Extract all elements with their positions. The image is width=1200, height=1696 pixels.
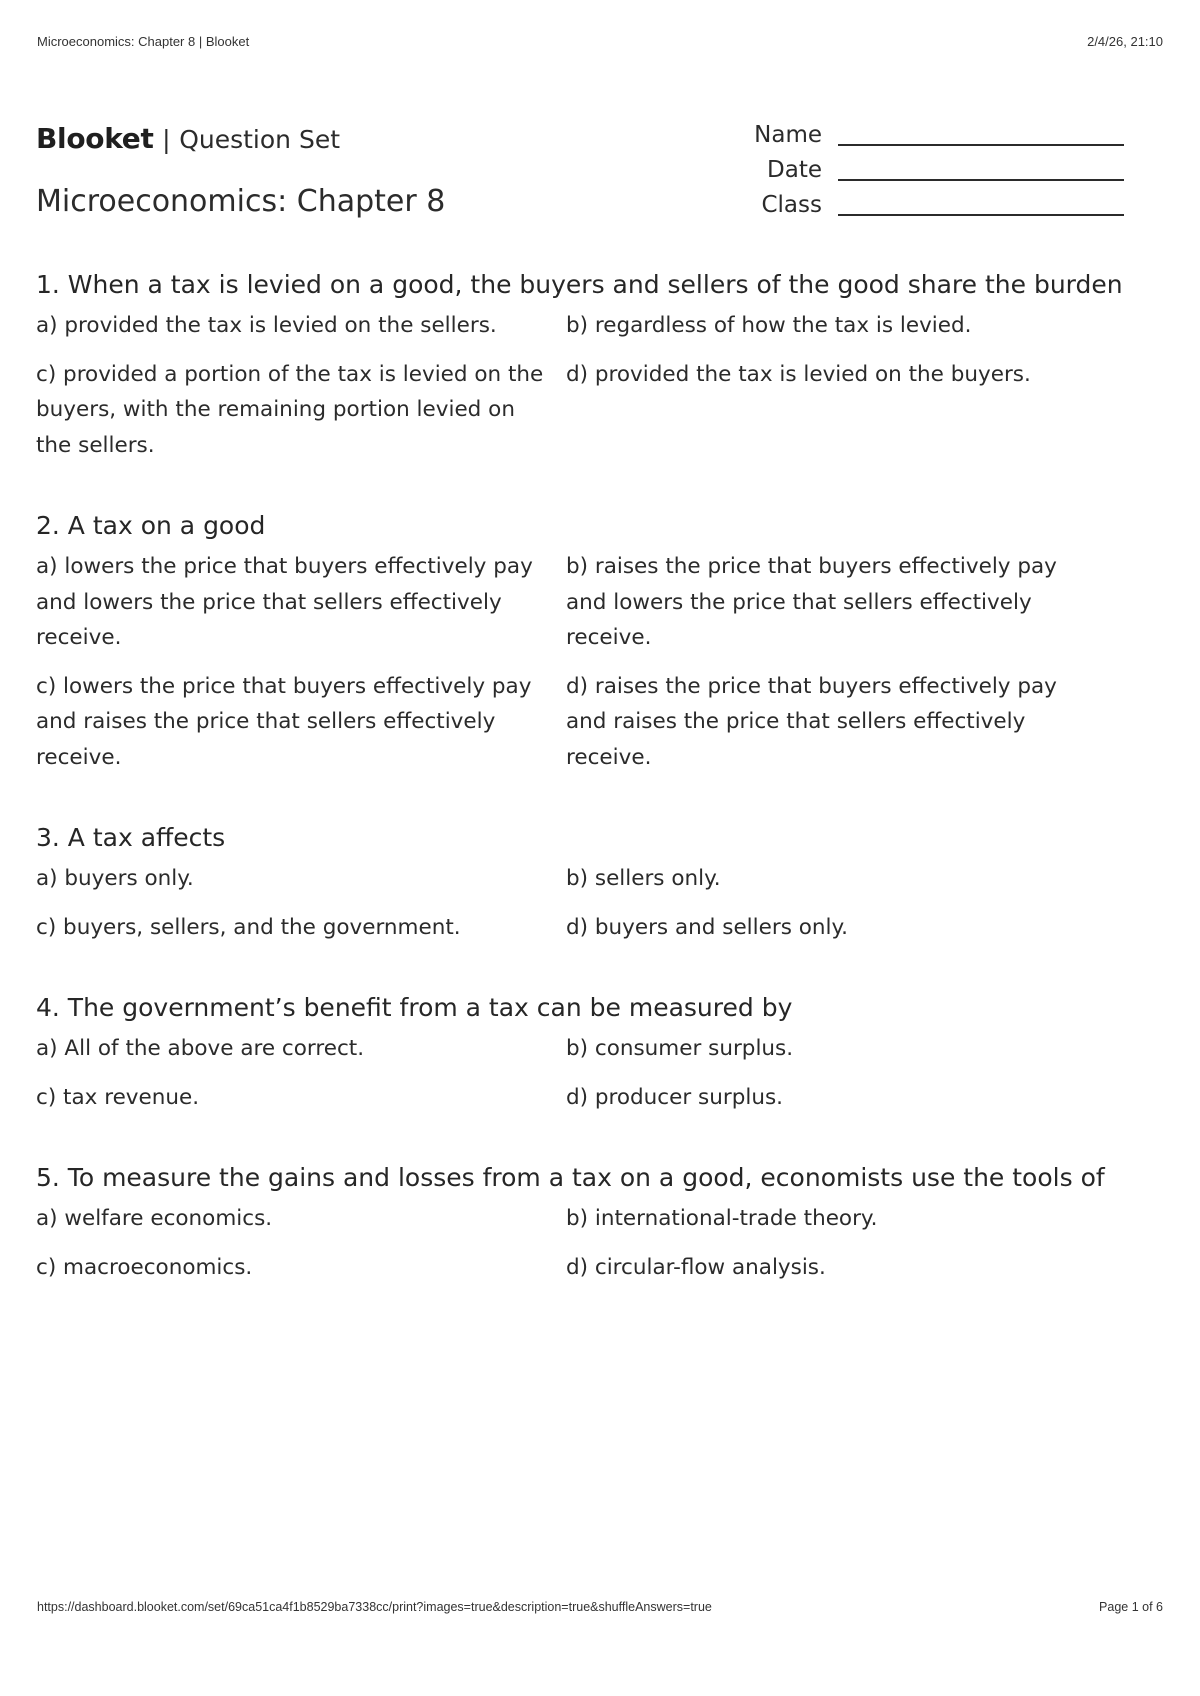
answer-option-c: c) tax revenue.: [36, 1084, 200, 1110]
print-header: [37, 34, 1163, 54]
answer-option-a: a) provided the tax is levied on the sellers.: [36, 313, 497, 338]
brand-subtitle: Question Set: [179, 125, 341, 154]
answer-options: [36, 308, 1164, 463]
answer-options: [36, 549, 1164, 775]
answer-option-d: d) provided the tax is levied on the buyers.: [566, 361, 1031, 387]
document-header: [36, 118, 1164, 228]
answer-option-d: d) buyers and sellers only.: [566, 914, 848, 940]
answer-option-a: a) welfare economics.: [36, 1206, 273, 1231]
answer-options: [36, 861, 1164, 945]
answer-option-b: b) international-trade theory.: [566, 1206, 878, 1231]
answer-option-b: b) consumer surplus.: [566, 1036, 794, 1061]
question-text: 1. When a tax is levied on a good, the buyers and sellers of the good share the burden: [36, 270, 1123, 299]
question-text: 2. A tax on a good: [36, 511, 266, 540]
class-field: [726, 188, 1126, 223]
name-blank-line: [838, 144, 1124, 146]
question-3: [36, 821, 1164, 945]
print-footer: [37, 1600, 1163, 1620]
print-footer-page: Page 1 of 6: [1099, 1600, 1163, 1614]
class-label: Class: [761, 192, 822, 218]
answer-option-c: c) buyers, sellers, and the government.: [36, 914, 461, 940]
student-fields: [726, 118, 1126, 223]
answer-option-a: a) lowers the price that buyers effectively pay and lowers the price that sellers effectively receive.: [36, 554, 533, 650]
answer-option-a: a) buyers only.: [36, 866, 194, 891]
answer-options: [36, 1201, 1164, 1285]
answer-option-c: c) macroeconomics.: [36, 1254, 253, 1280]
answer-option-b: b) regardless of how the tax is levied.: [566, 313, 972, 338]
date-blank-line: [838, 179, 1124, 181]
question-list: [36, 268, 1164, 1331]
class-blank-line: [838, 214, 1124, 216]
answer-options: [36, 1031, 1164, 1115]
answer-option-c: c) provided a portion of the tax is levied on the buyers, with the remaining portion levied on the sellers.: [36, 361, 544, 458]
question-4: [36, 991, 1164, 1115]
answer-option-c: c) lowers the price that buyers effectively pay and raises the price that sellers effectively receive.: [36, 673, 532, 770]
print-header-datetime: 2/4/26, 21:10: [1087, 34, 1163, 49]
question-text: 3. A tax affects: [36, 823, 226, 852]
name-label: Name: [754, 122, 822, 148]
date-field: [726, 153, 1126, 188]
print-footer-url: https://dashboard.blooket.com/set/69ca51ca4f1b8529ba7338cc/print?images=true&description=true&shuffleAnswers=true: [37, 1600, 712, 1614]
answer-option-d: d) circular-flow analysis.: [566, 1254, 826, 1280]
print-header-title: Microeconomics: Chapter 8 | Blooket: [37, 34, 250, 49]
question-2: [36, 509, 1164, 775]
question-text: 4. The government’s benefit from a tax can be measured by: [36, 993, 793, 1022]
brand-line: [36, 122, 340, 155]
answer-option-b: b) raises the price that buyers effectively pay and lowers the price that sellers effectively receive.: [566, 554, 1057, 650]
set-title: Microeconomics: Chapter 8: [36, 184, 446, 219]
answer-option-d: d) producer surplus.: [566, 1084, 783, 1110]
question-1: [36, 268, 1164, 463]
date-label: Date: [767, 157, 822, 183]
answer-option-d: d) raises the price that buyers effectively pay and raises the price that sellers effectively receive.: [566, 673, 1057, 770]
question-5: [36, 1161, 1164, 1285]
answer-option-a: a) All of the above are correct.: [36, 1036, 365, 1061]
blooket-logo: Blooket: [36, 122, 154, 155]
question-text: 5. To measure the gains and losses from a tax on a good, economists use the tools of: [36, 1163, 1105, 1192]
brand-separator: |: [162, 125, 171, 154]
name-field: [726, 118, 1126, 153]
answer-option-b: b) sellers only.: [566, 866, 721, 891]
